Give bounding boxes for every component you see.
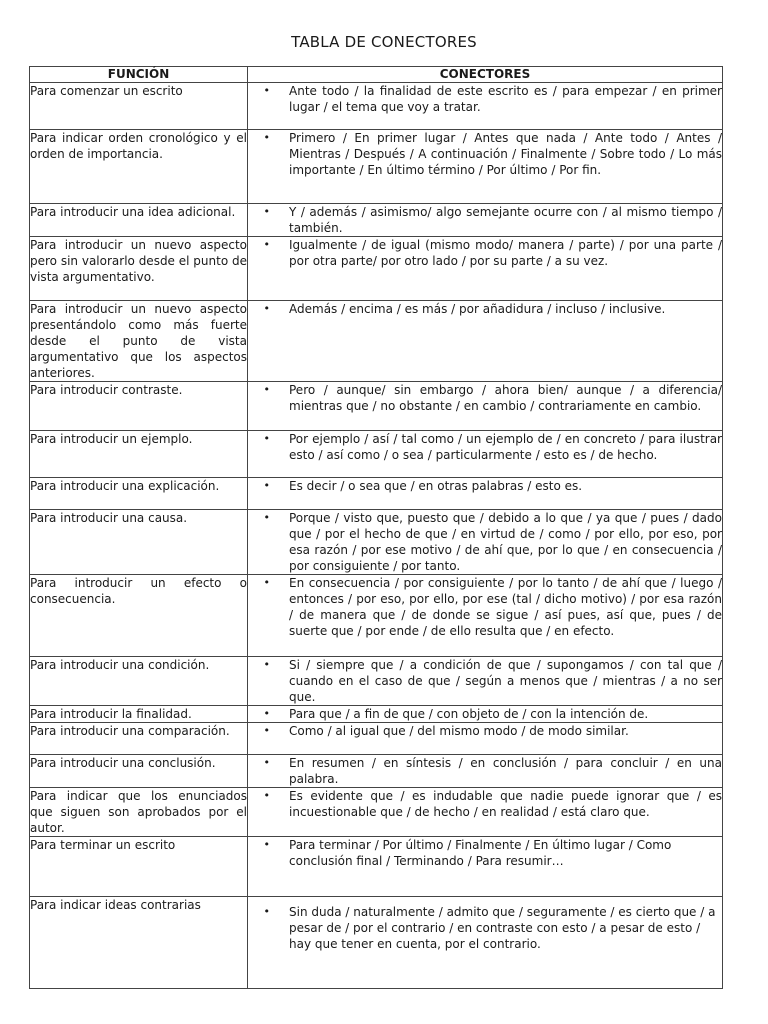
connectors-text: Primero / En primer lugar / Antes que nada / Ante todo / Antes / Mientras / Después / A continuación / Finalmente / Sobre todo / Lo más importante / En último término / Por último / Por fin. — [289, 131, 722, 177]
function-cell: Para terminar un escrito — [30, 837, 248, 897]
function-cell: Para introducir contraste. — [30, 382, 248, 431]
table-row — [30, 837, 723, 897]
bullet-icon: • — [263, 724, 270, 737]
table-row — [30, 130, 723, 204]
connectors-text: Porque / visto que, puesto que / debido a lo que / ya que / pues / dado que / por el hecho de que / en virtud de / como / por ello, por eso, por esa razón / por ese motivo / de ahí que, por lo que / en consecuencia / por consiguiente / por tanto. — [289, 511, 722, 573]
connectors-text: Por ejemplo / así / tal como / un ejemplo de / en concreto / para ilustrar esto / así como / o sea / particularmente / esto es / de hecho. — [289, 432, 722, 462]
function-cell: Para introducir una explicación. — [30, 478, 248, 510]
function-cell: Para indicar que los enunciados que siguen son aprobados por el autor. — [30, 789, 247, 835]
bullet-icon: • — [263, 756, 270, 769]
bullet-icon: • — [263, 205, 270, 218]
function-cell: Para introducir un efecto o consecuencia. — [30, 575, 248, 657]
connectors-text: Para terminar / Por último / Finalmente / En último lugar / Como conclusión final / Terminando / Para resumir… — [289, 838, 672, 868]
connectors-cell — [248, 204, 723, 237]
connectors-cell — [248, 431, 723, 478]
connectors-text: Para que / a fin de que / con objeto de / con la intención de. — [289, 707, 649, 721]
function-cell: Para introducir una causa. — [30, 510, 248, 575]
function-cell: Para introducir un ejemplo. — [30, 431, 248, 478]
connectors-text: En resumen / en síntesis / en conclusión / para concluir / en una palabra. — [289, 756, 722, 786]
table-header-row — [30, 67, 723, 83]
page-title: TABLA DE CONECTORES — [291, 33, 477, 51]
connectors-text: Y / además / asimismo/ algo semejante ocurre con / al mismo tiempo / también. — [289, 205, 722, 235]
connectors-text: En consecuencia / por consiguiente / por lo tanto / de ahí que / luego / entonces / por eso, por ello, por ese (tal / dicho motivo) / por esa razón / de manera que / de donde se sigue / así pues, así que, pues / de suerte que / por ende / de ello resulta que / en efecto. — [289, 576, 722, 638]
bullet-icon: • — [263, 479, 270, 492]
function-cell: Para introducir una conclusión. — [30, 755, 248, 788]
bullet-icon: • — [263, 789, 270, 802]
connectors-cell — [248, 83, 723, 130]
table-row — [30, 788, 723, 837]
table-row — [30, 204, 723, 237]
function-cell: Para introducir un nuevo aspecto pero sin valorarlo desde el punto de vista argumentativo. — [30, 237, 248, 301]
bullet-icon: • — [263, 238, 270, 251]
connectors-cell — [248, 755, 723, 788]
connectors-cell — [248, 237, 723, 301]
table-row — [30, 755, 723, 788]
function-cell: Para introducir una idea adicional. — [30, 204, 248, 237]
bullet-icon: • — [263, 905, 270, 918]
bullet-icon: • — [263, 838, 270, 851]
connectors-text: Es decir / o sea que / en otras palabras / esto es. — [289, 479, 583, 493]
table-row — [30, 237, 723, 301]
connectors-cell — [248, 897, 723, 989]
connectors-text: Igualmente / de igual (mismo modo/ manera / parte) / por una parte / por otra parte/ por otro lado / por su parte / a su vez. — [289, 238, 722, 268]
function-cell: Para introducir un nuevo aspecto presentándolo como más fuerte desde el punto de vista argumentativo que los aspectos anteriores. — [30, 302, 247, 380]
connectors-text: Si / siempre que / a condición de que / supongamos / con tal que / cuando en el caso de que / según a menos que / mientras / a no ser que. — [289, 658, 722, 704]
table-row — [30, 301, 723, 382]
connectors-cell — [248, 382, 723, 431]
bullet-icon: • — [263, 383, 270, 396]
bullet-icon: • — [263, 84, 270, 97]
table-row — [30, 510, 723, 575]
connectors-table — [29, 66, 723, 989]
connectors-cell — [248, 788, 723, 837]
connectors-cell — [248, 575, 723, 657]
table-row — [30, 657, 723, 706]
connectors-text: Además / encima / es más / por añadidura / incluso / inclusive. — [289, 302, 666, 316]
function-cell: Para comenzar un escrito — [30, 83, 248, 130]
connectors-cell — [248, 510, 723, 575]
bullet-icon: • — [263, 511, 270, 524]
connectors-cell — [248, 706, 723, 723]
connectors-cell — [248, 301, 723, 382]
header-conectores: CONECTORES — [248, 67, 723, 83]
bullet-icon: • — [263, 658, 270, 671]
connectors-text: Como / al igual que / del mismo modo / de modo similar. — [289, 724, 629, 738]
connectors-cell — [248, 723, 723, 755]
function-cell: Para introducir la finalidad. — [30, 706, 248, 723]
table-row — [30, 897, 723, 989]
bullet-icon: • — [263, 131, 270, 144]
connectors-text: Sin duda / naturalmente / admito que / seguramente / es cierto que / a pesar de / por el contrario / en contraste con esto / a pesar de esto / hay que tener en cuenta, por el contrario. — [289, 905, 716, 951]
bullet-icon: • — [263, 707, 270, 720]
bullet-icon: • — [263, 302, 270, 315]
function-cell: Para introducir una condición. — [30, 657, 248, 706]
connectors-cell — [248, 478, 723, 510]
table-row — [30, 431, 723, 478]
table-row — [30, 706, 723, 723]
connectors-text: Ante todo / la finalidad de este escrito es / para empezar / en primer lugar / el tema que voy a tratar. — [289, 84, 722, 114]
bullet-icon: • — [263, 576, 270, 589]
connectors-text: Es evidente que / es indudable que nadie puede ignorar que / es incuestionable que / de hecho / en realidad / está claro que. — [289, 789, 722, 819]
connectors-cell — [248, 130, 723, 204]
table-row — [30, 575, 723, 657]
function-cell: Para indicar ideas contrarias — [30, 897, 248, 989]
connectors-cell — [248, 657, 723, 706]
function-cell: Para introducir una comparación. — [30, 723, 248, 755]
table-row — [30, 382, 723, 431]
table-row — [30, 83, 723, 130]
connectors-text: Pero / aunque/ sin embargo / ahora bien/ aunque / a diferencia/ mientras que / no obstante / en cambio / contrariamente en cambio. — [289, 383, 722, 413]
header-funcion: FUNCIÓN — [30, 67, 248, 83]
bullet-icon: • — [263, 432, 270, 445]
connectors-cell — [248, 837, 723, 897]
table-row — [30, 723, 723, 755]
table-row — [30, 478, 723, 510]
function-cell: Para indicar orden cronológico y el orden de importancia. — [30, 130, 248, 204]
